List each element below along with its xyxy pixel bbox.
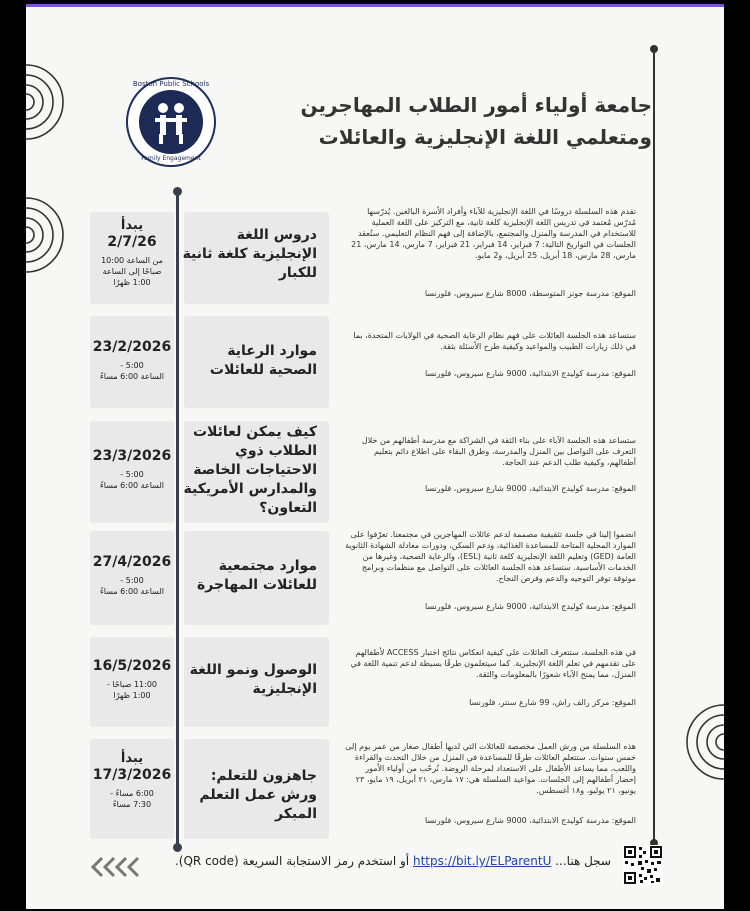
- session-time: [90, 788, 174, 810]
- session-time: [90, 360, 174, 382]
- session-time: [90, 575, 174, 597]
- session-time-line: الساعة 6:00 مساءً: [100, 481, 164, 490]
- session-date: 16/5/2026: [92, 658, 172, 674]
- session-location: الموقع: مدرسة كوليدج الابتدائية، 9000 شارع سيروس، فلورنسا: [424, 816, 636, 825]
- session-description: انضموا إلينا في جلسة تثقيفية مصممة لدعم عائلات المهاجرين في مجتمعنا. تعرّفوا على الموارد المحلية المتاحة للمساعدة الغذائية، ودعم السكن، ودورات معادلة الشهادة الثانوية العامة (GED) وتعليم اللغة الإنجليزية كلغة ثانية (ESL)، والرعاية الصحية، وغيرها من الخدمات الأساسية. ستساعد هذه الجلسة العائلات على التواصل مع منظمات وبرامج موثوقة توفر التوجيه والدعم وفرص النجاح.: [345, 530, 636, 583]
- session-location: الموقع: مدرسة كوليدج الابتدائية، 9000 شارع سيروس، فلورنسا: [424, 369, 636, 378]
- logo-emblem: [139, 90, 203, 154]
- session-time-line: 11:00 صباحًا -: [106, 680, 158, 689]
- session-row: [26, 637, 724, 732]
- session-title-box: [184, 316, 329, 408]
- session-start-label: يبدأ: [120, 218, 144, 233]
- logo-figures-icon: [139, 90, 203, 154]
- session-title: موارد الرعاية الصحية للعائلات: [209, 343, 317, 378]
- session-row: [26, 202, 724, 302]
- session-row: [26, 735, 724, 840]
- session-date: 23/2/2026: [92, 339, 172, 355]
- logo-bottom-text: Family Engagement: [141, 155, 201, 162]
- page-title: [232, 89, 652, 153]
- session-location: الموقع: مدرسة كوليدج الابتدائية، 9000 شارع سيروس، فلورنسا: [424, 484, 636, 493]
- session-title-box: [184, 531, 329, 625]
- session-time-line: 1:00 ظهرًا: [113, 691, 151, 700]
- session-date: 2/7/26: [107, 234, 157, 250]
- session-title-box: [184, 637, 329, 727]
- session-time: [90, 255, 174, 288]
- session-time-line: من الساعة 10:00: [101, 256, 163, 265]
- session-title-box: [184, 421, 329, 523]
- title-line-2: ومتعلمي اللغة الإنجليزية والعائلات: [318, 125, 652, 149]
- session-description: ستساعد هذه الجلسة العائلات على فهم نظام الرعاية الصحية في الولايات المتحدة، بما في ذلك زيارات الطبيب والمواعيد وكيفية طرح الأسئلة بثقة.: [353, 331, 636, 351]
- session-date-box: [90, 739, 174, 839]
- session-row: [26, 312, 724, 407]
- session-date-box: [90, 316, 174, 408]
- session-time-line: الساعة 6:00 مساءً: [100, 587, 164, 596]
- qr-code[interactable]: [623, 845, 663, 885]
- session-date: 23/3/2026: [92, 448, 172, 464]
- session-title-box: [184, 212, 329, 304]
- session-date-box: [90, 531, 174, 625]
- session-title: موارد مجتمعية للعائلات المهاجرة: [197, 558, 317, 593]
- logo-top-text: Boston Public Schools: [132, 80, 210, 88]
- session-title: الوصول ونمو اللغة الإنجليزية: [189, 662, 317, 697]
- session-description: هذه السلسلة من ورش العمل مخصصة للعائلات التي لديها أطفال صغار من عمر يوم إلى خمس سنوات. ستتعلم العائلات طرقًا للمساعدة في المنزل من خلال التحدث والقراءة واللعب، مما يساعد الأطفال على الاستعداد لمرحلة الروضة. نُرحّب من أولياء الأمور إحضار أطفالهم إلى الجلسات. مواعيد السلسلة هي: ١٧ مارس، ٢١ أبريل، ١٩ مايو، ٢٣ يونيو، ٢١ يوليو، و١٨ أغسطس.: [345, 742, 636, 795]
- session-time: [90, 469, 174, 491]
- session-location: الموقع: مركز رالف راش، 99 شارع سنتر، فلورنسا: [469, 698, 636, 707]
- session-time-line: الساعة 6:00 مساءً: [100, 372, 164, 381]
- right-rule-dot-top: [650, 45, 658, 53]
- session-description: ستساعد هذه الجلسة الآباء على بناء الثقة في الشراكة مع مدرسة أطفالهم من خلال التعرف على التواصل بين المنزل والمدرسة، وطرق البقاء على اطلاع دائم بتعليم أطفالهم، وكيفية طلب الدعم عند الحاجة.: [361, 436, 636, 467]
- session-time-line: 7:30 مساءً: [112, 800, 152, 809]
- timeline-dot-bottom: [173, 843, 182, 852]
- title-line-1: جامعة أولياء أمور الطلاب المهاجرين: [300, 93, 652, 117]
- session-time-line: صباحًا إلى الساعة: [102, 267, 162, 276]
- session-title: دروس اللغة الإنجليزية كلغة ثانية للكبار: [182, 227, 317, 281]
- session-location: الموقع: مدرسة جونز المتوسطة، 8000 شارع سيروس، فلورنسا: [424, 289, 636, 298]
- concentric-arcs-left-top: [26, 57, 76, 147]
- session-date-box: [90, 212, 174, 304]
- session-date: 27/4/2026: [92, 554, 172, 570]
- chevron-arrows-icon: [88, 855, 144, 879]
- flyer-page: [26, 4, 724, 909]
- registration-footer: [139, 854, 611, 868]
- session-start-label: يبدأ: [120, 751, 144, 766]
- timeline-dot-top: [173, 187, 182, 196]
- session-location: الموقع: مدرسة كوليدج الابتدائية، 9000 شارع سيروس، فلورنسا: [424, 602, 636, 611]
- footer-suffix: أو استخدم رمز الاستجابة السريعة (QR code).: [174, 854, 410, 868]
- school-logo: [126, 77, 216, 167]
- session-date-box: [90, 421, 174, 523]
- session-row: [26, 417, 724, 527]
- registration-link[interactable]: https://bit.ly/ELParentU: [412, 854, 552, 868]
- session-title: جاهزون للتعلم: ورش عمل التعلم المبكر: [199, 768, 317, 822]
- session-title-box: [184, 739, 329, 839]
- session-description: تقدم هذه السلسلة دروسًا في اللغة الإنجليزية للآباء وأفراد الأسرة البالغين. يُدرّسها مُدرّس مُعتمد في تدريس اللغة الإنجليزية كلغة ثانية، مع التركيز على اللغة العملية للاستخدام في المدرسة والمنزل والمجتمع، بالإضافة إلى فهم النظام التعليمي. ستُعقد الجلسات في التواريخ التالية: 7 فبراير، 14 فبراير، 21 فبراير، 7 مارس، 14 مارس، 21 مارس، 28 مارس، 18 أبريل، 25 أبريل، و2 مايو.: [351, 207, 636, 260]
- session-date: 17/3/2026: [92, 767, 172, 783]
- session-time: [90, 679, 174, 701]
- session-row: [26, 525, 724, 625]
- footer-prefix: سجل هنا...: [555, 854, 611, 868]
- session-time-line: 1:00 ظهرًا: [113, 278, 151, 287]
- session-date-box: [90, 637, 174, 727]
- session-description: في هذه الجلسة، ستتعرف العائلات على كيفية انعكاس نتائج اختبار ACCESS لأطفالهم على تقدمهم في تعلم اللغة الإنجليزية. كما سيتعلمون طرقًا بسيطة لدعم تنمية اللغة في المنزل، مما يمنح الآباء شعورًا بالمعلومات والثقة.: [350, 648, 636, 679]
- session-time-line: 5:00 -: [120, 470, 144, 479]
- session-time-line: 6:00 مساءً -: [110, 789, 154, 798]
- session-time-line: 5:00 -: [120, 576, 144, 585]
- session-title: كيف يمكن لعائلات الطلاب ذوي الاحتياجات الخاصة والمدارس الأمريكية التعاون؟: [183, 424, 317, 516]
- session-time-line: 5:00 -: [120, 361, 144, 370]
